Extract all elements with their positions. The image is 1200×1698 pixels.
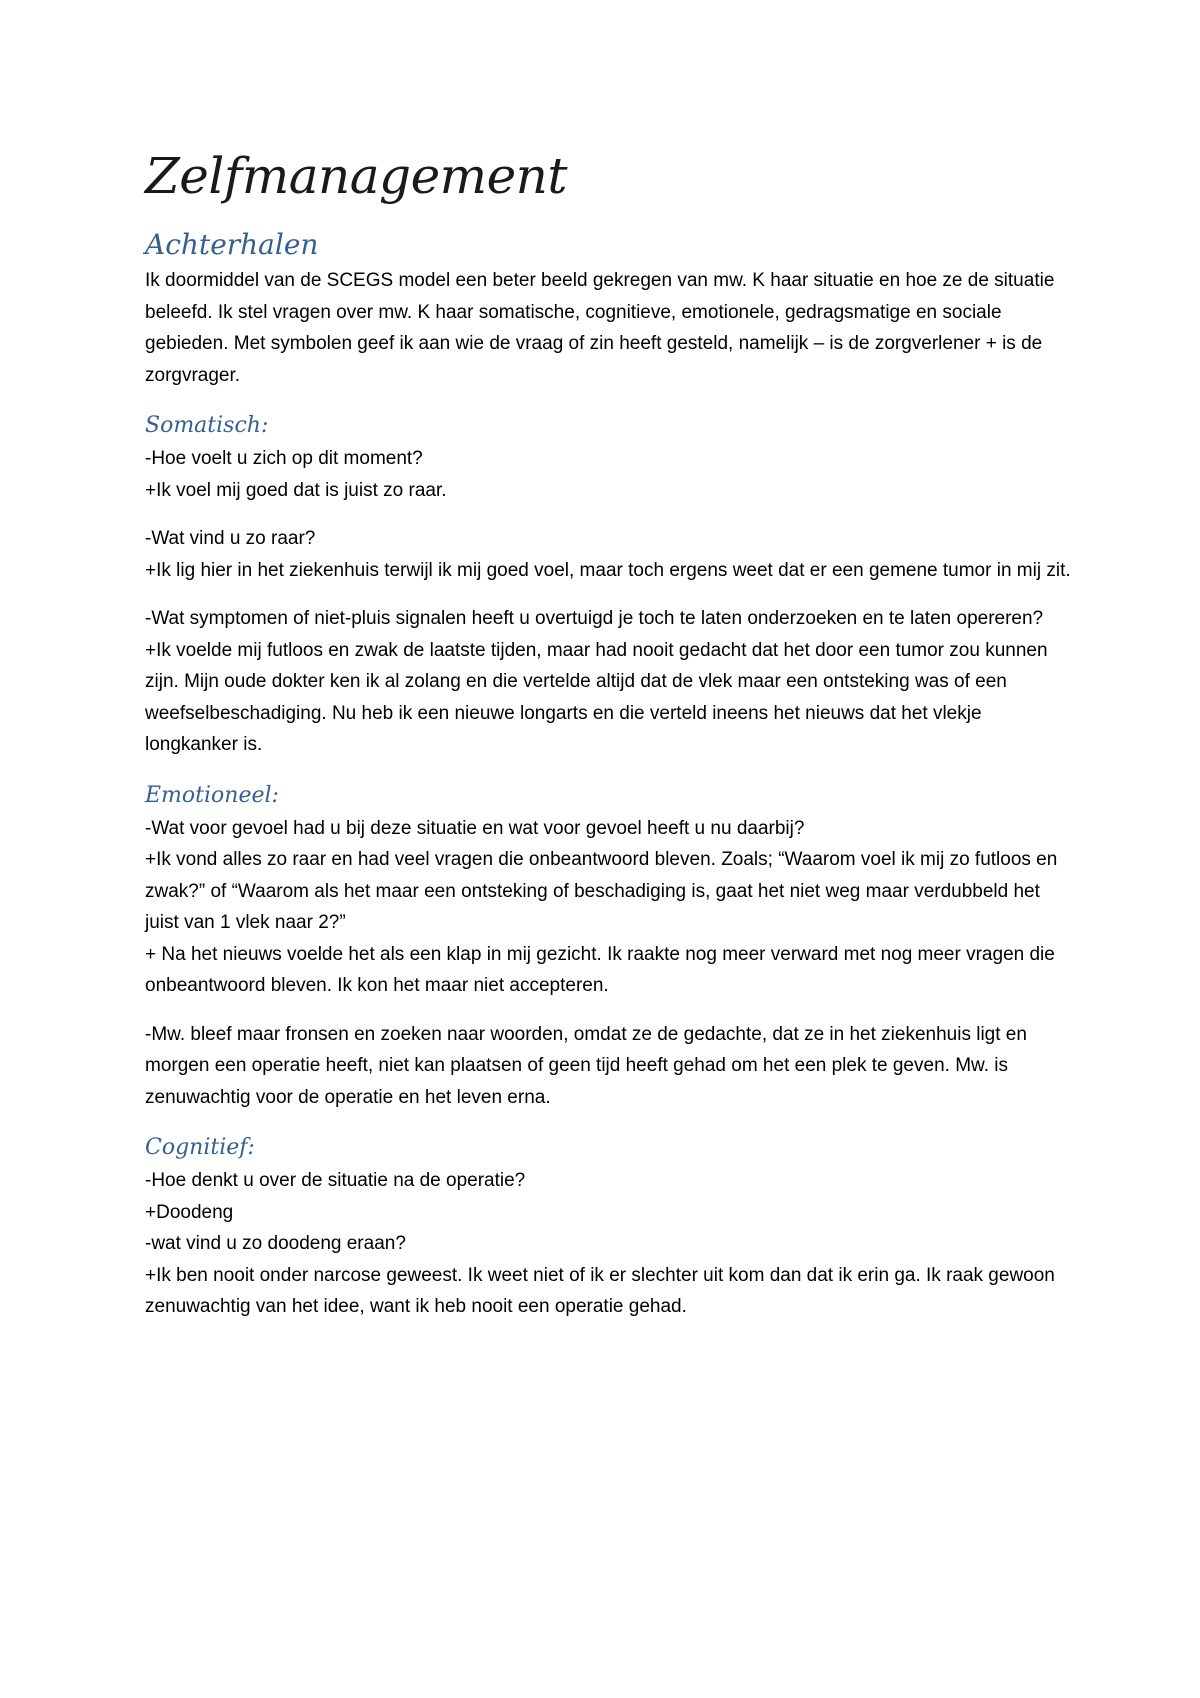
observation-line: -Mw. bleef maar fronsen en zoeken naar woorden, omdat ze de gedachte, dat ze in het ziekenhuis ligt en morgen een operatie heeft, niet kan plaatsen of geen tijd heeft gehad om het een plek te geven. Mw. is zenuwachtig voor de operatie en het leven erna.: [145, 1023, 1027, 1108]
answer-line: +Ik lig hier in het ziekenhuis terwijl ik mij goed voel, maar toch ergens weet dat er een gemene tumor in mij zit.: [145, 559, 1071, 581]
intro-paragraph-group: [145, 265, 1075, 391]
question-line: -Wat symptomen of niet-pluis signalen heeft u overtuigd je toch te laten onderzoeken en te laten opereren?: [145, 608, 1044, 629]
somatisch-group-3: [145, 603, 1075, 761]
heading-cognitief: Cognitief:: [145, 1135, 255, 1160]
somatisch-group-1: [145, 443, 1075, 506]
heading-somatisch: Somatisch:: [145, 413, 269, 438]
question-line: -Hoe denkt u over de situatie na de operatie?: [145, 1170, 526, 1191]
question-line: -wat vind u zo doodeng eraan?: [145, 1233, 406, 1254]
heading-achterhalen: Achterhalen: [145, 228, 319, 261]
answer-line: +Ik voelde mij futloos en zwak de laatste tijden, maar had nooit gedacht dat het door een tumor zou kunnen zijn. Mijn oude dokter ken ik al zolang en die vertelde altijd dat de vlek maar een ontsteking was of een weefselbeschadiging. Nu heb ik een nieuwe longarts en die verteld ineens het nieuws dat het vlekje longkanker is.: [145, 639, 1048, 755]
somatisch-group-2: [145, 523, 1075, 586]
question-line: -Wat voor gevoel had u bij deze situatie en wat voor gevoel heeft u nu daarbij?: [145, 817, 805, 839]
answer-line: +Ik vond alles zo raar en had veel vragen die onbeantwoord bleven. Zoals; “Waarom voel ik mij zo futloos en zwak?” of “Waarom als het maar een ontsteking of beschadiging is, gaat het niet weg maar verdubbeld het juist van 1 vlek naar 2?”: [145, 849, 1058, 933]
intro-paragraph: Ik doormiddel van de SCEGS model een beter beeld gekregen van mw. K haar situatie en hoe ze de situatie beleefd. Ik stel vragen over mw. K haar somatische, cognitieve, emotionele, gedragsmatige en sociale gebieden. Met symbolen geef ik aan wie de vraag of zin heeft gesteld, namelijk – is de zorgverlener + is de zorgvrager.: [145, 270, 1055, 386]
heading-emotioneel: Emotioneel:: [145, 782, 279, 808]
answer-line: +Ik ben nooit onder narcose geweest. Ik weet niet of ik er slechter uit kom dan dat ik erin ga. Ik raak gewoon zenuwachtig van het idee, want ik heb nooit een operatie gehad.: [145, 1264, 1055, 1317]
cognitief-group-1: [145, 1165, 1075, 1323]
document-title: Zelfmanagement: [145, 147, 567, 205]
answer-line: + Na het nieuws voelde het als een klap in mij gezicht. Ik raakte nog meer verward met nog meer vragen die onbeantwoord bleven. Ik kon het maar niet accepteren.: [145, 943, 1055, 996]
emotioneel-group-1: [145, 813, 1075, 1002]
question-line: -Wat vind u zo raar?: [145, 528, 316, 549]
answer-line: +Ik voel mij goed dat is juist zo raar.: [145, 479, 447, 501]
question-line: -Hoe voelt u zich op dit moment?: [145, 448, 423, 469]
document-content: [145, 145, 1075, 1323]
emotioneel-group-2: [145, 1019, 1075, 1114]
answer-line: +Doodeng: [145, 1201, 234, 1223]
